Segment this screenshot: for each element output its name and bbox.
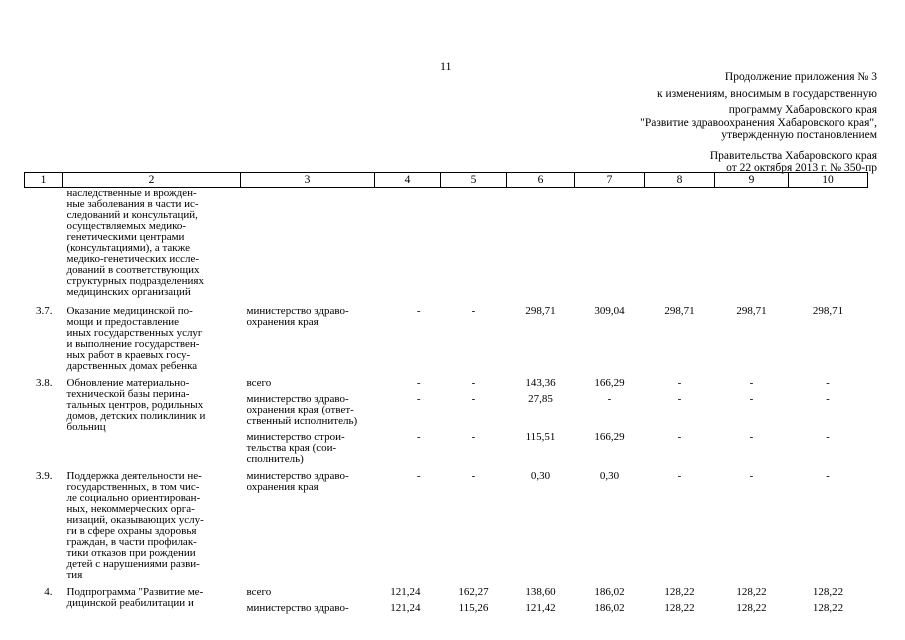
value-cell: 138,60	[525, 586, 556, 598]
header-line-7: от 22 октября 2013 г. № 350-пр	[726, 162, 877, 174]
value-cell: 121,24	[390, 602, 421, 614]
funding-table	[24, 172, 868, 614]
measure-name: Поддержка деятельности не- государственных, в том чис- ле социально ориентирован- ных, некоммерческих орга- низаций, оказывающих услу- ги в сфере охраны здоровья граждан, в части профилак- тики отказов при рождении детей с нарушениями разви- тия	[66, 470, 204, 581]
header-line-4: "Развитие здравоохранения Хабаровского края",	[640, 116, 877, 129]
column-header: 9	[715, 173, 789, 188]
executor: министерство здраво- охранения края (ответ- ственный исполнитель)	[246, 393, 358, 427]
value-cell: -	[826, 393, 830, 405]
value-cell: -	[471, 377, 476, 389]
column-header: 10	[789, 173, 868, 188]
executor: всего	[246, 377, 272, 389]
value-cell: 166,29	[594, 431, 625, 443]
table-row	[25, 306, 868, 378]
measure-name: Оказание медицинской по- мощи и предоставление иных государственных услуг и выполнение государствен- ных работ в краевых госу- дарственных домах ребенка	[66, 305, 203, 372]
value-cell: 128,22	[664, 586, 695, 598]
value-cell: -	[826, 470, 830, 482]
value-cell: 0,30	[530, 470, 551, 482]
table-row	[25, 378, 868, 394]
row-number	[25, 188, 63, 307]
column-header: 1	[25, 173, 63, 188]
executor: министерство здраво- охранения края	[246, 470, 349, 493]
value-cell: -	[416, 305, 421, 317]
value-cell: 166,29	[594, 377, 625, 389]
value-cell: -	[677, 431, 682, 443]
value-cell: -	[471, 470, 476, 482]
value-cell: 298,71	[525, 305, 556, 317]
header-line-6: Правительства Хабаровского края	[709, 149, 877, 162]
value-cell: -	[416, 393, 421, 405]
table-row	[25, 587, 868, 603]
page-number: 11	[440, 59, 452, 73]
column-header-row	[25, 173, 868, 188]
value-cell: -	[471, 305, 476, 317]
measure-name: наследственные и врожден- ные заболевания в части ис- следований и консультаций, осуществляемых медико- генетическими центрами (консультациями), а также медико-генетических иссле- дований в соответствующих структурных подразделениях медицинских организаций	[66, 187, 204, 298]
value-cell: 115,51	[525, 431, 556, 443]
header-line-5: утвержденную постановлением	[721, 129, 877, 141]
column-header: 6	[507, 173, 575, 188]
value-cell: 121,24	[390, 586, 421, 598]
value-cell: 128,22	[812, 602, 844, 614]
value-cell: -	[607, 393, 612, 405]
value-cell: 0,30	[599, 470, 620, 482]
value-cell: -	[416, 431, 421, 443]
value-cell: 128,22	[812, 586, 844, 598]
value-cell: -	[749, 431, 754, 443]
value-cell: -	[749, 470, 754, 482]
value-cell: -	[826, 431, 830, 443]
value-cell: -	[677, 393, 682, 405]
value-cell: -	[471, 431, 476, 443]
value-cell: 143,36	[525, 377, 556, 389]
value-cell: -	[749, 377, 754, 389]
column-header: 4	[375, 173, 441, 188]
column-header: 5	[441, 173, 507, 188]
column-header: 7	[575, 173, 645, 188]
value-cell	[375, 188, 441, 307]
column-header: 2	[63, 173, 241, 188]
value-cell	[789, 188, 868, 307]
value-cell	[441, 188, 507, 307]
value-cell: 128,22	[736, 586, 767, 598]
appendix-header	[640, 71, 877, 175]
value-cell: 115,26	[458, 602, 489, 614]
column-header: 3	[241, 173, 375, 188]
column-header: 8	[645, 173, 715, 188]
row-number: 3.8.	[36, 377, 53, 389]
row-number: 4.	[44, 586, 53, 598]
value-cell	[507, 188, 575, 307]
value-cell: 298,71	[812, 305, 844, 317]
value-cell: -	[416, 470, 421, 482]
value-cell	[715, 188, 789, 307]
executor: министерство здраво-	[246, 602, 349, 614]
value-cell: -	[677, 470, 682, 482]
value-cell: 121,42	[525, 602, 556, 614]
value-cell: -	[826, 377, 830, 389]
value-cell: 298,71	[664, 305, 695, 317]
value-cell: 186,02	[594, 586, 625, 598]
value-cell: 186,02	[594, 602, 625, 614]
header-line-3: программу Хабаровского края	[728, 104, 877, 116]
header-line-1: Продолжение приложения № 3	[724, 71, 877, 83]
value-cell	[645, 188, 715, 307]
value-cell: 27,85	[528, 393, 553, 405]
value-cell: 128,22	[664, 602, 695, 614]
row-number: 3.9.	[36, 470, 53, 482]
value-cell: 162,27	[458, 586, 489, 598]
value-cell: -	[471, 393, 476, 405]
executor	[241, 188, 375, 307]
value-cell: 298,71	[736, 305, 767, 317]
table-row	[25, 471, 868, 587]
measure-name: Обновление материально- технической базы перина- тальных центров, родильных домов, детских поликлиник и больниц	[66, 377, 206, 433]
row-number: 3.7.	[36, 305, 53, 317]
value-cell: -	[416, 377, 421, 389]
value-cell: 309,04	[594, 305, 625, 317]
value-cell: -	[677, 377, 682, 389]
value-cell	[575, 188, 645, 307]
executor: министерство здраво- охранения края	[246, 305, 349, 328]
value-cell: 128,22	[736, 602, 767, 614]
executor: министерство строи- тельства края (сои- сполнитель)	[246, 431, 345, 465]
executor: всего	[246, 586, 272, 598]
header-line-2: к изменениям, вносимым в государственную	[657, 87, 877, 100]
value-cell: -	[749, 393, 754, 405]
measure-name: Подпрограмма "Развитие ме- дицинской реабилитации и	[66, 586, 204, 609]
table-row	[25, 188, 868, 307]
